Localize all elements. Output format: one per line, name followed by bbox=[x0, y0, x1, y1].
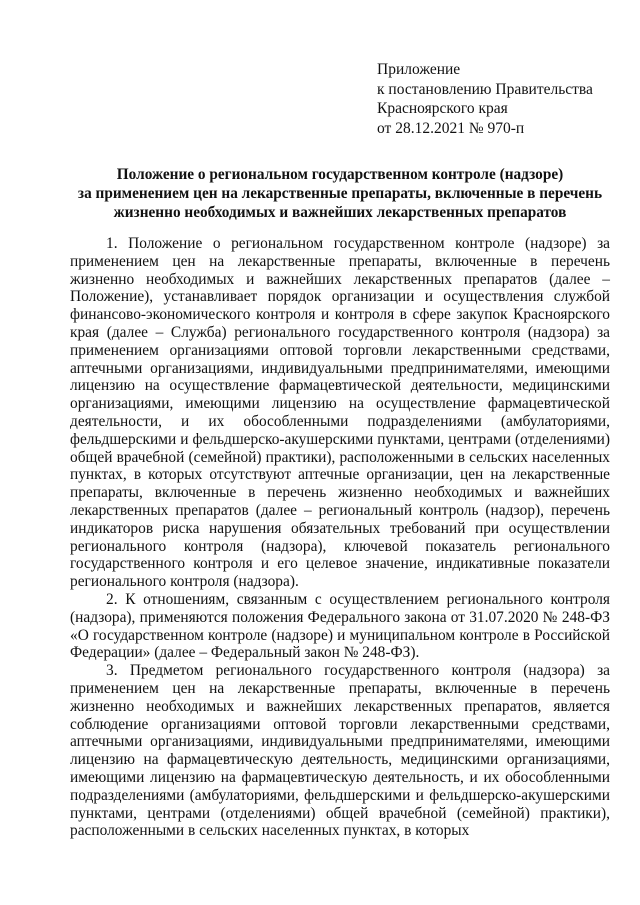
appendix-line-3: Красноярского края bbox=[377, 100, 508, 117]
paragraph-3: 3. Предметом регионального государственного контроля (надзора) за применением цен на лекарственные препараты, включенные в перечень жизненно необходимых и важнейших лекарственных препаратов, является соблюдение организациями оптовой торговли лекарственными средствами, аптечными организациями, индивидуальными предпринимателями, имеющими лицензию на фармацевтическую деятельность, медицинскими организациями, имеющими лицензию на фармацевтическую деятельность, и их обособленными подразделениями (амбулаториями, фельдшерскими и фельдшерско-акушерскими пунктами, центрами (отделениями) общей врачебной (семейной) практики), расположенными в сельских населенных пунктах, в которых bbox=[70, 662, 610, 840]
appendix-line-2: к постановлению Правительства bbox=[377, 80, 593, 98]
title-line-1: Положение о региональном государственном контроле (надзоре) bbox=[116, 166, 564, 183]
title-line-3: жизненно необходимых и важнейших лекарственных препаратов bbox=[113, 204, 567, 221]
appendix-line-1: Приложение bbox=[377, 61, 461, 78]
title-line-2: за применением цен на лекарственные препараты, включенные в перечень bbox=[77, 185, 603, 202]
document-title bbox=[70, 165, 610, 222]
document-body bbox=[70, 235, 610, 840]
paragraph-2: 2. К отношениям, связанным с осуществлением регионального контроля (надзора), применяются положения Федерального закона от 31.07.2020 № 248-ФЗ «О государственном контроле (надзоре) и муниципальном контроле в Российской Федерации» (далее – Федеральный закон № 248-ФЗ). bbox=[70, 590, 610, 662]
appendix-block bbox=[377, 60, 593, 138]
appendix-line-4: от 28.12.2021 № 970-п bbox=[377, 119, 525, 137]
paragraph-1: 1. Положение о региональном государственном контроле (надзоре) за применением цен на лекарственные препараты, включенные в перечень жизненно необходимых и важнейших лекарственных препаратов (далее – Положение), устанавливает порядок организации и осуществления службой финансово-экономического контроля и контроля в сфере закупок Красноярского края (далее – Служба) регионального государственного контроля (надзора) за применением организациями оптовой торговли лекарственными средствами, аптечными организациями, индивидуальными предпринимателями, имеющими лицензию на осуществление фармацевтической деятельности, медицинскими организациями, имеющими лицензию на осуществление фармацевтической деятельности, и их обособленными подразделениями (амбулаториями, фельдшерскими и фельдшерско-акушерскими пунктами, центрами (отделениями) общей врачебной (семейной) практики), расположенными в сельских населенных пунктах, в которых отсутствуют аптечные организации, цен на лекарственные препараты, включенные в перечень жизненно необходимых и важнейших лекарственных препаратов (далее – региональный контроль (надзор), перечень индикаторов риска нарушения обязательных требований при осуществлении регионального контроля (надзора), ключевой показатель регионального государственного контроля и его целевое значение, индикативные показатели регионального контроля (надзора). bbox=[70, 235, 610, 591]
